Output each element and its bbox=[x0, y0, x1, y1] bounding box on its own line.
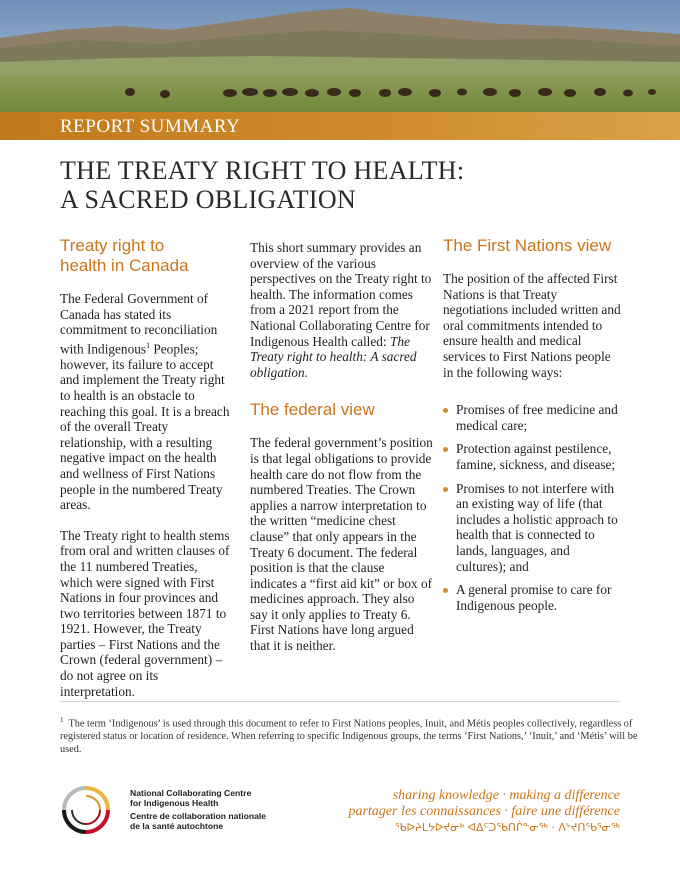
paragraph-reconciliation bbox=[60, 291, 232, 513]
org-name-fr-2: de la santé autochtone bbox=[130, 821, 224, 831]
footnote-number: 1 bbox=[60, 716, 64, 724]
paragraph-federal-position: The federal government’s position is that legal obligations to provide health care do not flow from the numbered Treaties. The Crown applies a narrow interpretation to the written “medicine chest clause” that only appears in the Treaty 6 document. The federal position is that the clause indicates a “first aid kit” or box of medicines approach. They also say it only applies to Treaty 6. First Nations have long argued that it is neither. bbox=[250, 435, 433, 654]
footnote bbox=[60, 714, 640, 756]
heading-line-2: health in Canada bbox=[60, 256, 189, 275]
column-first-nations-view bbox=[443, 236, 623, 621]
paragraph-numbered-treaties: The Treaty right to health stems from oral and written clauses of the 11 numbered Treaties, which were signed with First Nations in four provinces and two territories between 1871 to 1921. However, the Treaty parties – First Nations and the Crown (federal government) – do not agree on its interpretation. bbox=[60, 527, 230, 699]
list-item: Promises of free medicine and medical care; bbox=[443, 402, 623, 433]
page-title bbox=[60, 156, 640, 214]
org-name-fr-1: Centre de collaboration nationale bbox=[130, 811, 267, 821]
para-text: The Federal Government of Canada has stated its commitment to reconciliation with Indigenous bbox=[60, 291, 218, 357]
hero-image-bison-prairie bbox=[0, 0, 680, 112]
org-name-en-1: National Collaborating Centre bbox=[130, 788, 252, 798]
tagline bbox=[348, 788, 620, 836]
tagline-fr: partager les connaissances · faire une différence bbox=[348, 804, 620, 819]
intro-text: This short summary provides an overview of the various perspectives on the Treaty right to health. The information comes from a 2021 report from the National Collaborating Centre for Indigenous Health called: bbox=[250, 240, 432, 349]
heading-treaty-right bbox=[60, 236, 232, 276]
list-item: A general promise to care for Indigenous people. bbox=[443, 582, 623, 613]
paragraph-summary-intro bbox=[250, 240, 434, 380]
tagline-en: sharing knowledge · making a difference bbox=[392, 788, 620, 803]
heading-first-nations-view: The First Nations view bbox=[443, 236, 612, 255]
title-line-2: A SACRED OBLIGATION bbox=[60, 185, 357, 214]
column-federal-view bbox=[250, 240, 434, 654]
column-treaty-right bbox=[60, 236, 232, 699]
organization-name bbox=[130, 788, 266, 831]
list-item: Protection against pestilence, famine, sickness, and disease; bbox=[443, 441, 623, 472]
report-summary-banner bbox=[0, 112, 680, 140]
heading-line-1: Treaty right to bbox=[60, 236, 165, 255]
title-line-1: THE TREATY RIGHT TO HEALTH: bbox=[60, 156, 465, 185]
banner-label: REPORT SUMMARY bbox=[60, 116, 241, 137]
nccih-logo-icon bbox=[60, 784, 112, 836]
paragraph-first-nations-position: The position of the affected First Nations is that Treaty negotiations included written and oral commitments intended to ensure health and medical services to First Nations people in the following ways: bbox=[443, 271, 621, 380]
heading-federal-view: The federal view bbox=[250, 400, 375, 420]
footnote-divider bbox=[60, 701, 620, 702]
tagline-syllabics: ᖃᐅᔨᒪᔭᐅᔪᓂᒃ ᐊᐃᑦᑐᖃᑎᒌᓐᓂᖅ · ᐱᔾᔪᑎᖃᕐᓂᖅ bbox=[394, 821, 620, 834]
report-title-italic: The Treaty right to health: A sacred obligation. bbox=[250, 333, 417, 380]
footnote-text: The term ‘Indigenous’ is used through this document to refer to First Nations peoples, Inuit, and Métis peoples collectively, regardless of registered status or location of residence. When referring to specific Indigenous groups, the terms ‘First Nations,’ ‘Inuit,’ and ‘Métis’ will be used. bbox=[60, 718, 638, 755]
commitments-list bbox=[443, 402, 623, 613]
para-text-cont: Peoples; however, its failure to accept and implement the Treaty right to health is an obstacle to reaching this goal. It is a breach of the overall Treaty relationship, with a resulting negative impact on the health and wellness of First Nations people in the numbered Treaty areas. bbox=[60, 341, 230, 513]
org-name-en-2: for Indigenous Health bbox=[130, 798, 219, 808]
list-item: Promises to not interfere with an existing way of life (that includes a holistic approach to health that is connected to lands, languages, and cultures); and bbox=[443, 481, 623, 575]
footnote-ref: 1 bbox=[146, 340, 151, 350]
